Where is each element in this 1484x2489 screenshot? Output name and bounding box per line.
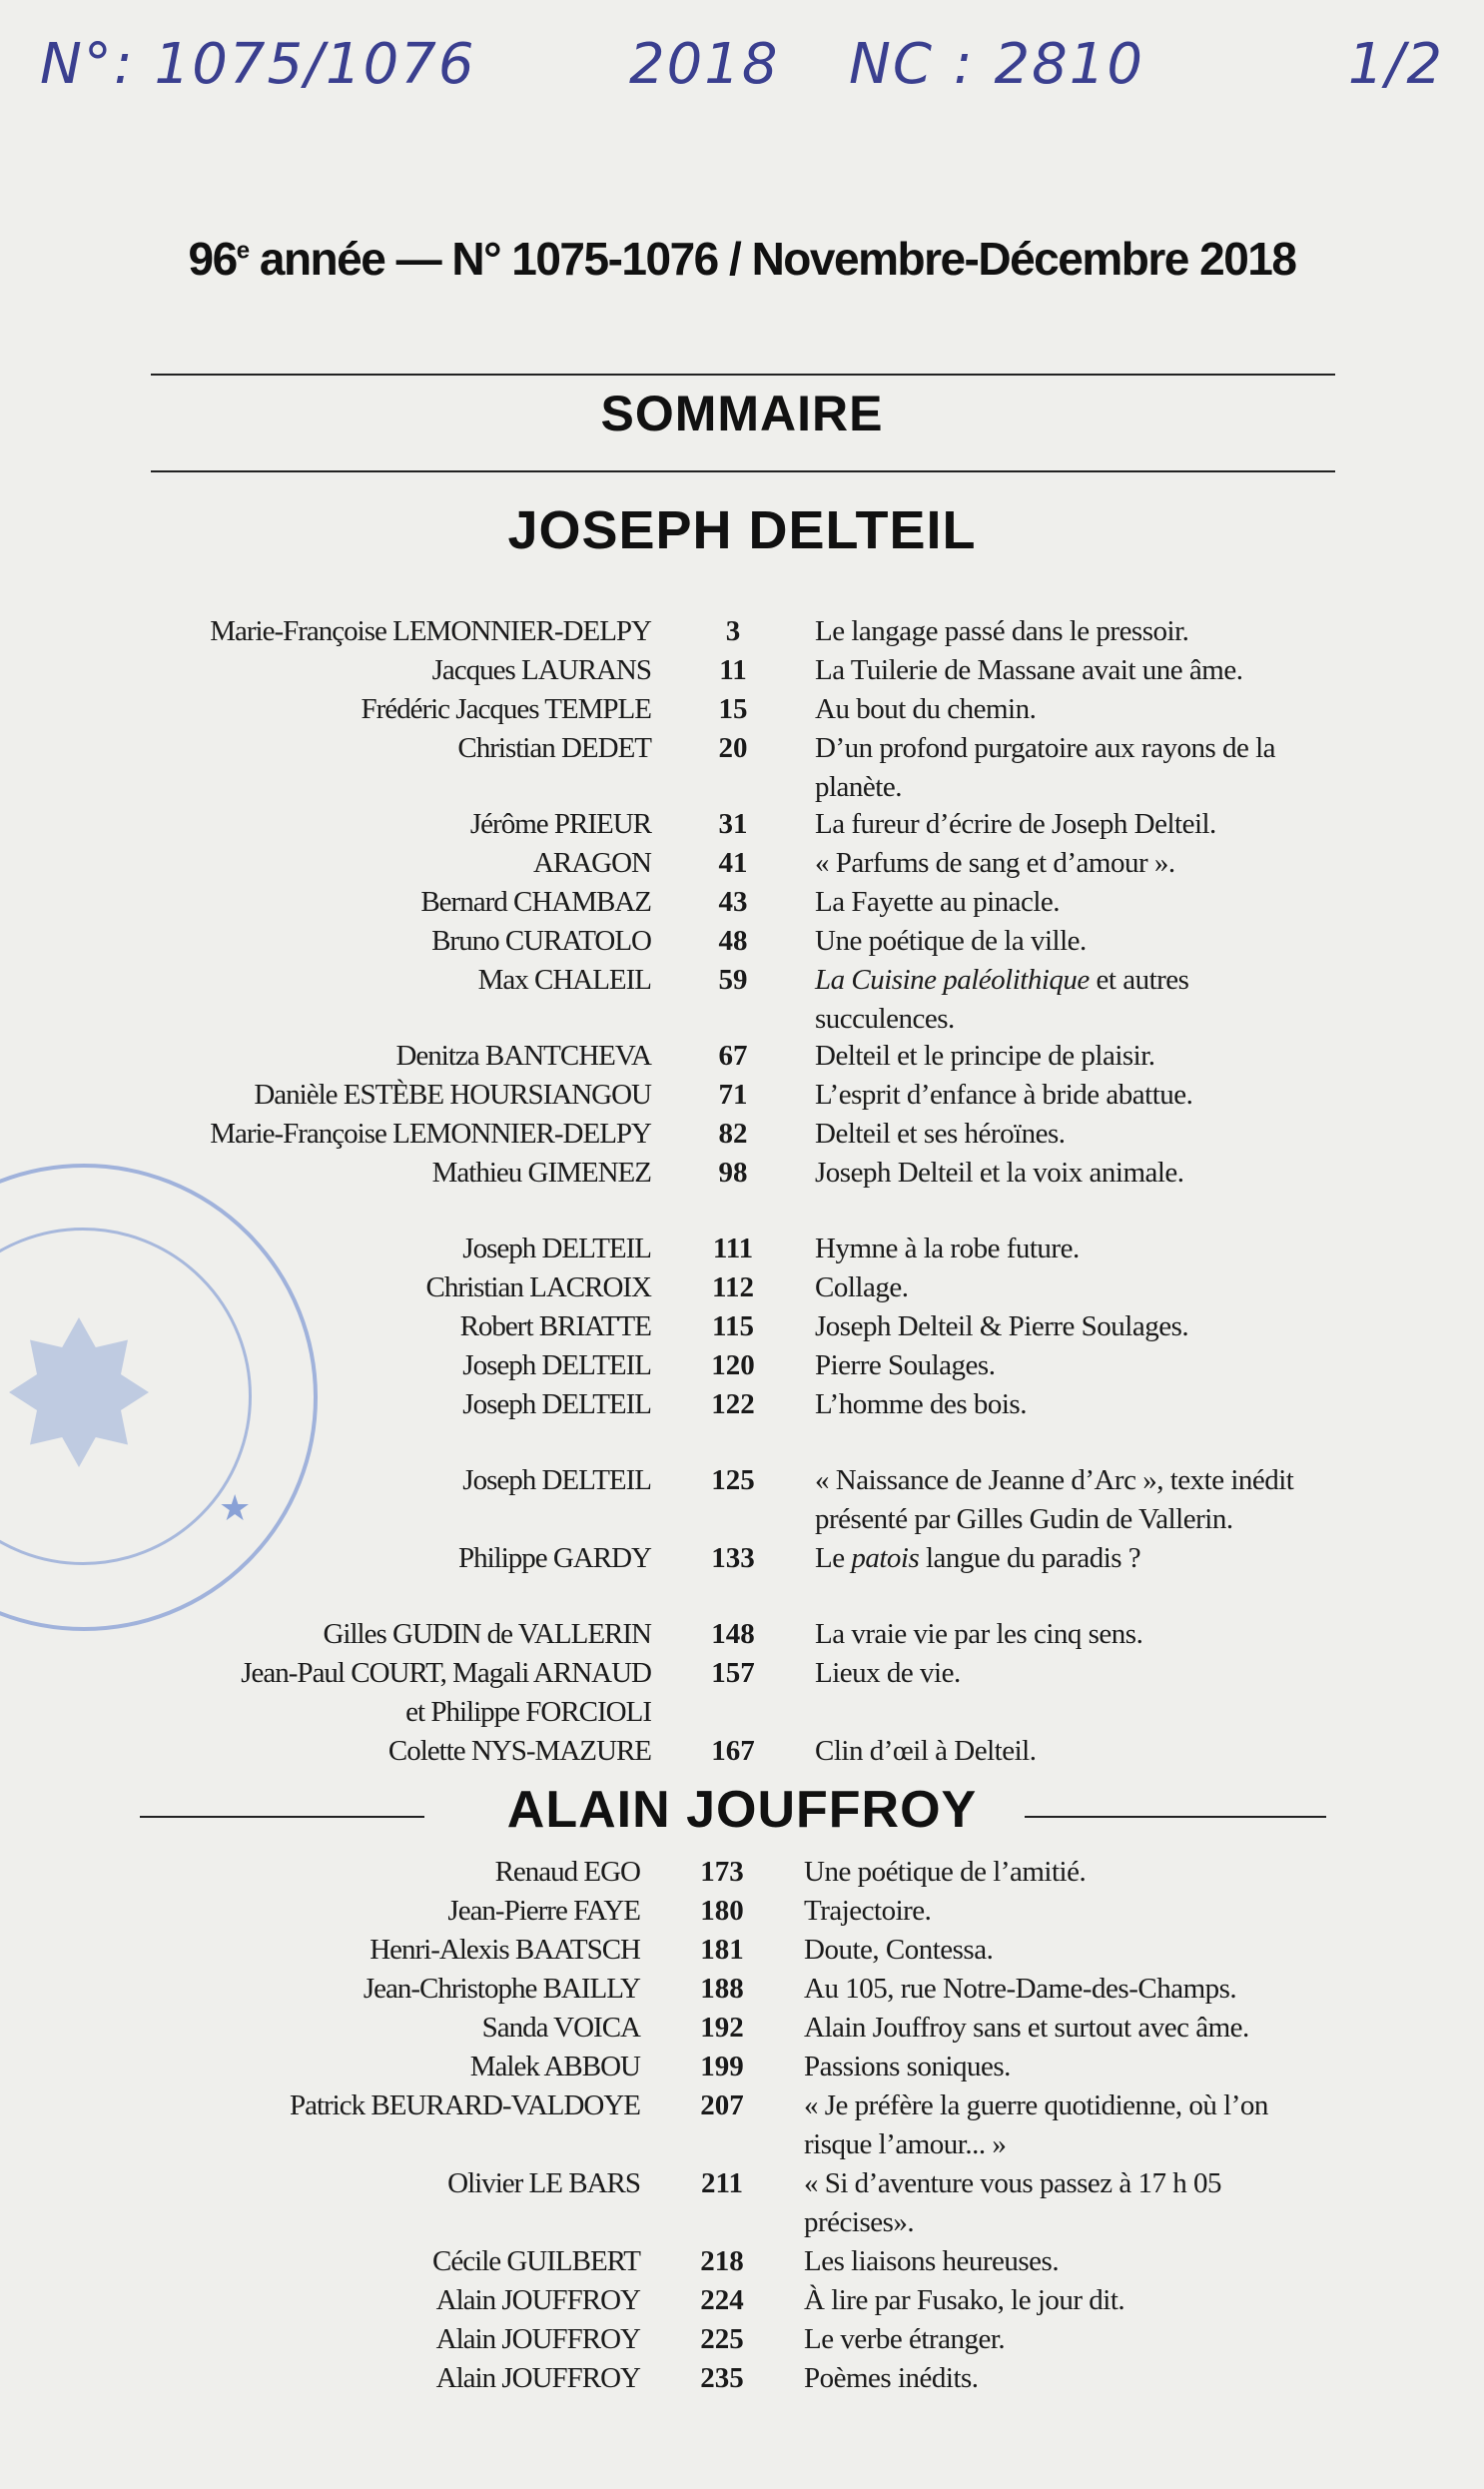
toc-page: 133 bbox=[711, 1542, 755, 1574]
stamp-emblem bbox=[9, 1317, 149, 1467]
toc-row bbox=[0, 2242, 1484, 2281]
issue-year-suffix: e bbox=[236, 237, 249, 265]
toc-author-line: et Philippe FORCIOLI bbox=[405, 1696, 651, 1728]
toc-title: L’esprit d’enfance à bride abattue. bbox=[815, 1079, 1193, 1111]
toc-row bbox=[0, 1732, 1484, 1771]
toc-title: Une poétique de l’amitié. bbox=[804, 1856, 1087, 1888]
toc-author: Bernard CHAMBAZ bbox=[420, 886, 651, 918]
toc-title: La fureur d’écrire de Joseph Delteil. bbox=[815, 808, 1216, 840]
toc-title: Delteil et ses héroïnes. bbox=[815, 1118, 1066, 1150]
divider bbox=[151, 470, 1335, 472]
toc-author: Joseph DELTEIL bbox=[462, 1464, 651, 1496]
toc-row bbox=[0, 2048, 1484, 2086]
toc-title: Poèmes inédits. bbox=[804, 2362, 979, 2394]
section-heading-jouffroy: ALAIN JOUFFROY bbox=[506, 1781, 978, 1839]
toc-page: 20 bbox=[718, 732, 748, 764]
toc-title-rest: et autres succulences. bbox=[815, 964, 1189, 1035]
toc-author-line: Jean-Paul COURT, Magali ARNAUD bbox=[241, 1657, 651, 1689]
toc-page: 192 bbox=[700, 2012, 744, 2044]
toc-title: Collage. bbox=[815, 1271, 909, 1303]
toc-author: ARAGON bbox=[532, 847, 651, 879]
toc-row bbox=[0, 883, 1484, 922]
toc-page: 181 bbox=[700, 1934, 744, 1966]
handwritten-part: 1/2 bbox=[1347, 32, 1444, 97]
toc-title: Le verbe étranger. bbox=[804, 2323, 1006, 2355]
toc-page: 218 bbox=[700, 2245, 744, 2277]
toc-page: 225 bbox=[700, 2323, 744, 2355]
toc-page: 188 bbox=[700, 1973, 744, 2005]
issue-line bbox=[0, 232, 1484, 286]
handwritten-annotation bbox=[40, 20, 1444, 110]
toc-row bbox=[0, 1931, 1484, 1970]
toc-row bbox=[0, 2009, 1484, 2048]
toc-page: 31 bbox=[718, 808, 748, 840]
toc-author: Sanda VOICA bbox=[481, 2012, 640, 2044]
toc-author: Patrick BEURARD-VALDOYE bbox=[289, 2089, 640, 2121]
handwritten-number: N°: 1075/1076 bbox=[40, 32, 476, 97]
toc-page: 157 bbox=[711, 1657, 755, 1689]
toc-page: 41 bbox=[718, 847, 748, 879]
toc-title bbox=[815, 1539, 1334, 1578]
toc-page: 11 bbox=[719, 654, 747, 686]
toc-author: Jacques LAURANS bbox=[431, 654, 651, 686]
toc-row bbox=[0, 690, 1484, 729]
toc-page: 235 bbox=[700, 2362, 744, 2394]
toc-page: 207 bbox=[700, 2089, 744, 2121]
toc-author: Frédéric Jacques TEMPLE bbox=[361, 693, 651, 725]
toc-author: Joseph DELTEIL bbox=[462, 1233, 651, 1264]
toc-row bbox=[0, 1115, 1484, 1154]
toc-title: La Fayette au pinacle. bbox=[815, 886, 1061, 918]
toc-row bbox=[0, 2320, 1484, 2359]
toc-title: « Je préfère la guerre quotidienne, où l’on risque l’amour... » bbox=[804, 2089, 1268, 2160]
toc-title: Joseph Delteil et la voix animale. bbox=[815, 1157, 1184, 1189]
toc-page: 48 bbox=[718, 925, 748, 957]
toc-row bbox=[0, 961, 1484, 1035]
toc-row bbox=[0, 1970, 1484, 2009]
toc-title: Pierre Soulages. bbox=[815, 1349, 996, 1381]
toc-author: Colette NYS-MAZURE bbox=[387, 1735, 651, 1767]
toc-author: Renaud EGO bbox=[494, 1856, 640, 1888]
toc-author: Denitza BANTCHEVA bbox=[395, 1040, 651, 1072]
toc-page: 82 bbox=[718, 1118, 748, 1150]
toc-title: La Tuilerie de Massane avait une âme. bbox=[815, 654, 1243, 686]
star-icon: ★ bbox=[219, 1488, 252, 1528]
toc-title bbox=[815, 961, 1334, 1039]
toc-row bbox=[0, 1037, 1484, 1076]
toc-author: Gilles GUDIN de VALLERIN bbox=[323, 1618, 651, 1650]
toc-title: Hymne à la robe future. bbox=[815, 1233, 1080, 1264]
toc-title: Le langage passé dans le pressoir. bbox=[815, 615, 1189, 647]
toc-page: 112 bbox=[712, 1271, 754, 1303]
handwritten-nc: NC : 2810 bbox=[849, 32, 1144, 97]
toc-title: Au 105, rue Notre-Dame-des-Champs. bbox=[804, 1973, 1237, 2005]
toc-page: 122 bbox=[711, 1388, 755, 1420]
toc-title: L’homme des bois. bbox=[815, 1388, 1027, 1420]
toc-row bbox=[0, 2164, 1484, 2242]
toc-author: Mathieu GIMENEZ bbox=[431, 1157, 651, 1189]
toc-title: « Parfums de sang et d’amour ». bbox=[815, 847, 1175, 879]
toc-title: Lieux de vie. bbox=[815, 1657, 961, 1689]
toc-title: « Si d’aventure vous passez à 17 h 05 précises». bbox=[804, 2167, 1222, 2238]
toc-row bbox=[0, 2281, 1484, 2320]
toc-row bbox=[0, 612, 1484, 651]
toc-author: Malek ABBOU bbox=[469, 2051, 640, 2082]
toc-author: Henri-Alexis BAATSCH bbox=[370, 1934, 640, 1966]
toc-row bbox=[0, 1154, 1484, 1193]
toc-author: Jean-Christophe BAILLY bbox=[363, 1973, 640, 2005]
toc-row bbox=[0, 1892, 1484, 1931]
sommaire-heading: SOMMAIRE bbox=[600, 386, 884, 441]
section-heading-delteil: JOSEPH DELTEIL bbox=[507, 500, 977, 560]
toc-title: Doute, Contessa. bbox=[804, 1934, 994, 1966]
toc-title: Les liaisons heureuses. bbox=[804, 2245, 1060, 2277]
toc-author: Marie-Françoise LEMONNIER-DELPY bbox=[210, 1118, 651, 1150]
toc-author: Philippe GARDY bbox=[457, 1542, 651, 1574]
issue-details: année — N° 1075-1076 / Novembre-Décembre 2018 bbox=[248, 233, 1296, 285]
toc-row bbox=[0, 729, 1484, 803]
toc-row bbox=[0, 2086, 1484, 2164]
toc-page: 98 bbox=[718, 1157, 748, 1189]
toc-title: « Naissance de Jeanne d’Arc », texte inédit présenté par Gilles Gudin de Vallerin. bbox=[815, 1464, 1294, 1535]
toc-author: Christian DEDET bbox=[457, 732, 651, 764]
toc-author: Alain JOUFFROY bbox=[435, 2323, 640, 2355]
toc-author: Alain JOUFFROY bbox=[435, 2284, 640, 2316]
toc-author: Joseph DELTEIL bbox=[462, 1388, 651, 1420]
toc-author: Bruno CURATOLO bbox=[431, 925, 651, 957]
toc-title: Clin d’œil à Delteil. bbox=[815, 1735, 1037, 1767]
toc-author: Christian LACROIX bbox=[425, 1271, 651, 1303]
toc-author: Jean-Pierre FAYE bbox=[447, 1895, 640, 1927]
toc-page: 224 bbox=[700, 2284, 744, 2316]
toc-title: La vraie vie par les cinq sens. bbox=[815, 1618, 1143, 1650]
toc-page: 199 bbox=[700, 2051, 744, 2082]
toc-title: Passions soniques. bbox=[804, 2051, 1011, 2082]
toc-title-italic: patois bbox=[851, 1542, 920, 1574]
toc-title: Alain Jouffroy sans et surtout avec âme. bbox=[804, 2012, 1249, 2044]
toc-row bbox=[0, 1615, 1484, 1654]
toc-author: Danièle ESTÈBE HOURSIANGOU bbox=[254, 1079, 651, 1111]
issue-year-number: 96 bbox=[188, 233, 237, 285]
toc-title: Joseph Delteil & Pierre Soulages. bbox=[815, 1310, 1189, 1342]
toc-title: Au bout du chemin. bbox=[815, 693, 1037, 725]
divider bbox=[151, 374, 1335, 376]
toc-author: Jérôme PRIEUR bbox=[469, 808, 651, 840]
toc-row bbox=[0, 805, 1484, 844]
toc-title: Delteil et le principe de plaisir. bbox=[815, 1040, 1155, 1072]
toc-author: Robert BRIATTE bbox=[459, 1310, 651, 1342]
toc-page: 120 bbox=[711, 1349, 755, 1381]
toc-page: 180 bbox=[700, 1895, 744, 1927]
toc-author bbox=[0, 1654, 651, 1732]
toc-page: 67 bbox=[718, 1040, 748, 1072]
toc-title-prefix: Le bbox=[815, 1542, 852, 1574]
toc-delteil bbox=[0, 612, 1484, 1771]
toc-jouffroy bbox=[0, 1853, 1484, 2398]
toc-page: 71 bbox=[718, 1079, 748, 1111]
toc-page: 3 bbox=[725, 615, 741, 647]
toc-page: 211 bbox=[701, 2167, 743, 2199]
toc-page: 43 bbox=[718, 886, 748, 918]
toc-page: 173 bbox=[700, 1856, 744, 1888]
toc-title: D’un profond purgatoire aux rayons de la planète. bbox=[815, 732, 1276, 803]
toc-row bbox=[0, 844, 1484, 883]
toc-row bbox=[0, 2359, 1484, 2398]
toc-title-italic: La Cuisine paléolithique bbox=[815, 964, 1090, 996]
toc-row bbox=[0, 1654, 1484, 1732]
divider bbox=[1025, 1816, 1326, 1818]
toc-row bbox=[0, 922, 1484, 961]
toc-title: À lire par Fusako, le jour dit. bbox=[804, 2284, 1125, 2316]
toc-row bbox=[0, 1853, 1484, 1892]
toc-title-rest: langue du paradis ? bbox=[919, 1542, 1141, 1574]
toc-row bbox=[0, 1076, 1484, 1115]
toc-author: Max CHALEIL bbox=[477, 964, 651, 996]
toc-page: 148 bbox=[711, 1618, 755, 1650]
handwritten-year: 2018 bbox=[629, 32, 780, 97]
toc-page: 125 bbox=[711, 1464, 755, 1496]
toc-author: Olivier LE BARS bbox=[447, 2167, 640, 2199]
toc-author: Joseph DELTEIL bbox=[462, 1349, 651, 1381]
toc-title: Trajectoire. bbox=[804, 1895, 932, 1927]
toc-page: 111 bbox=[712, 1233, 754, 1264]
toc-title: Une poétique de la ville. bbox=[815, 925, 1087, 957]
toc-row bbox=[0, 651, 1484, 690]
toc-page: 59 bbox=[718, 964, 748, 996]
toc-author: Marie-Françoise LEMONNIER-DELPY bbox=[210, 615, 651, 647]
toc-page: 15 bbox=[718, 693, 748, 725]
toc-author: Cécile GUILBERT bbox=[432, 2245, 640, 2277]
toc-author: Alain JOUFFROY bbox=[435, 2362, 640, 2394]
toc-page: 115 bbox=[712, 1310, 754, 1342]
toc-page: 167 bbox=[711, 1735, 755, 1767]
